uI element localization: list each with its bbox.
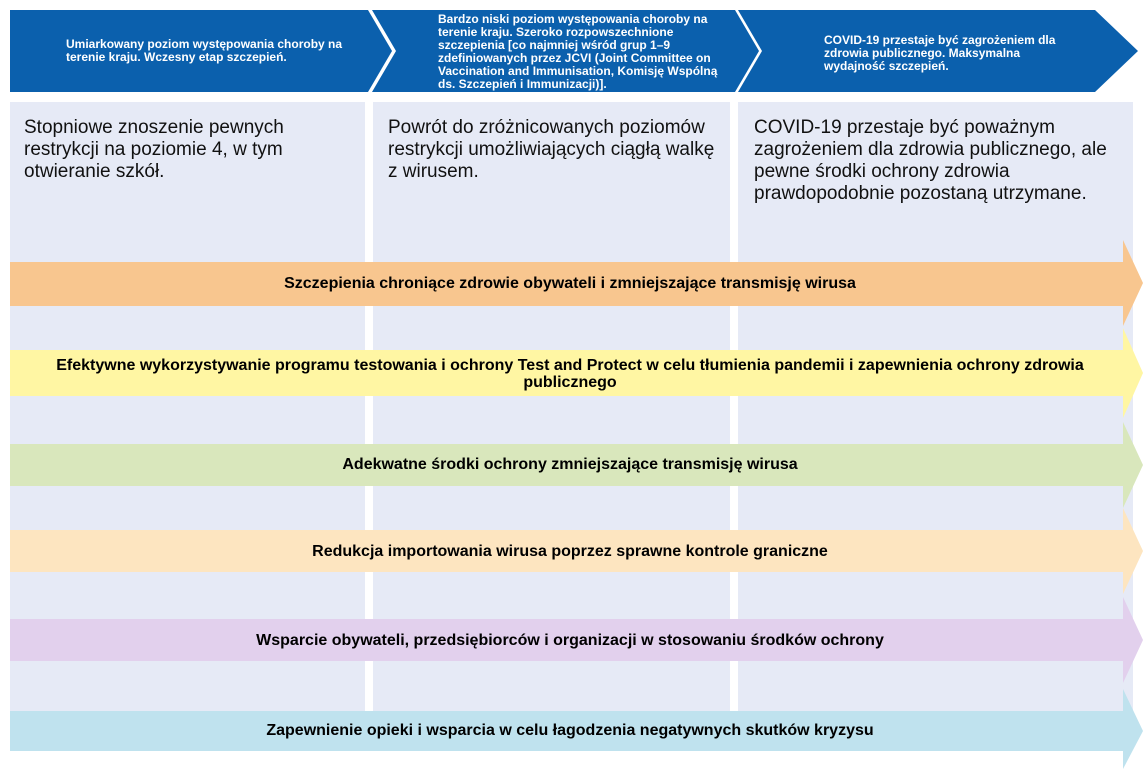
measure-label-5: Wsparcie obywateli, przedsiębiorców i organizacji w stosowaniu środków ochrony: [256, 632, 884, 649]
phase-description-1: Stopniowe znoszenie pewnych restrykcji na poziomie 4, w tym otwieranie szkół.: [24, 117, 284, 182]
measure-label-4: Redukcja importowania wirusa poprzez sprawne kontrole graniczne: [312, 543, 828, 560]
measure-label-2: Efektywne wykorzystywanie programu testowania i ochrony Test and Protect w celu tłumienia pandemii i zapewnienia ochrony zdrowia publicznego: [56, 357, 1084, 391]
phase-description-2: Powrót do zróżnicowanych poziomów restrykcji umożliwiających ciągłą walkę z wirusem.: [388, 117, 715, 182]
measure-label-3: Adekwatne środki ochrony zmniejszające transmisję wirusa: [342, 456, 798, 473]
phase-label-1: Umiarkowany poziom występowania choroby na terenie kraju. Wczesny etap szczepień.: [66, 37, 343, 64]
measure-label-6: Zapewnienie opieki i wsparcia w celu łagodzenia negatywnych skutków kryzysu: [266, 722, 874, 739]
measure-label-1: Szczepienia chroniące zdrowie obywateli i zmniejszające transmisję wirusa: [284, 275, 856, 292]
phase-description-3: COVID-19 przestaje być poważnym zagrożeniem dla zdrowia publicznego, ale pewne środki ochrony zdrowia prawdopodobnie pozostaną utrzymane.: [754, 117, 1107, 204]
phase-label-2: Bardzo niski poziom występowania choroby na terenie kraju. Szeroko rozpowszechnione szczepienia [co najmniej wśród grup 1–9 zdefiniowanych przez JCVI (Joint Committee on Vaccination and Immunisation, Komisję Wspólną ds. Szczepień i Immunizacji)].: [438, 12, 718, 91]
phase-label-3: COVID-19 przestaje być zagrożeniem dla zdrowia publicznego. Maksymalna wydajność szczepień.: [824, 33, 1056, 73]
